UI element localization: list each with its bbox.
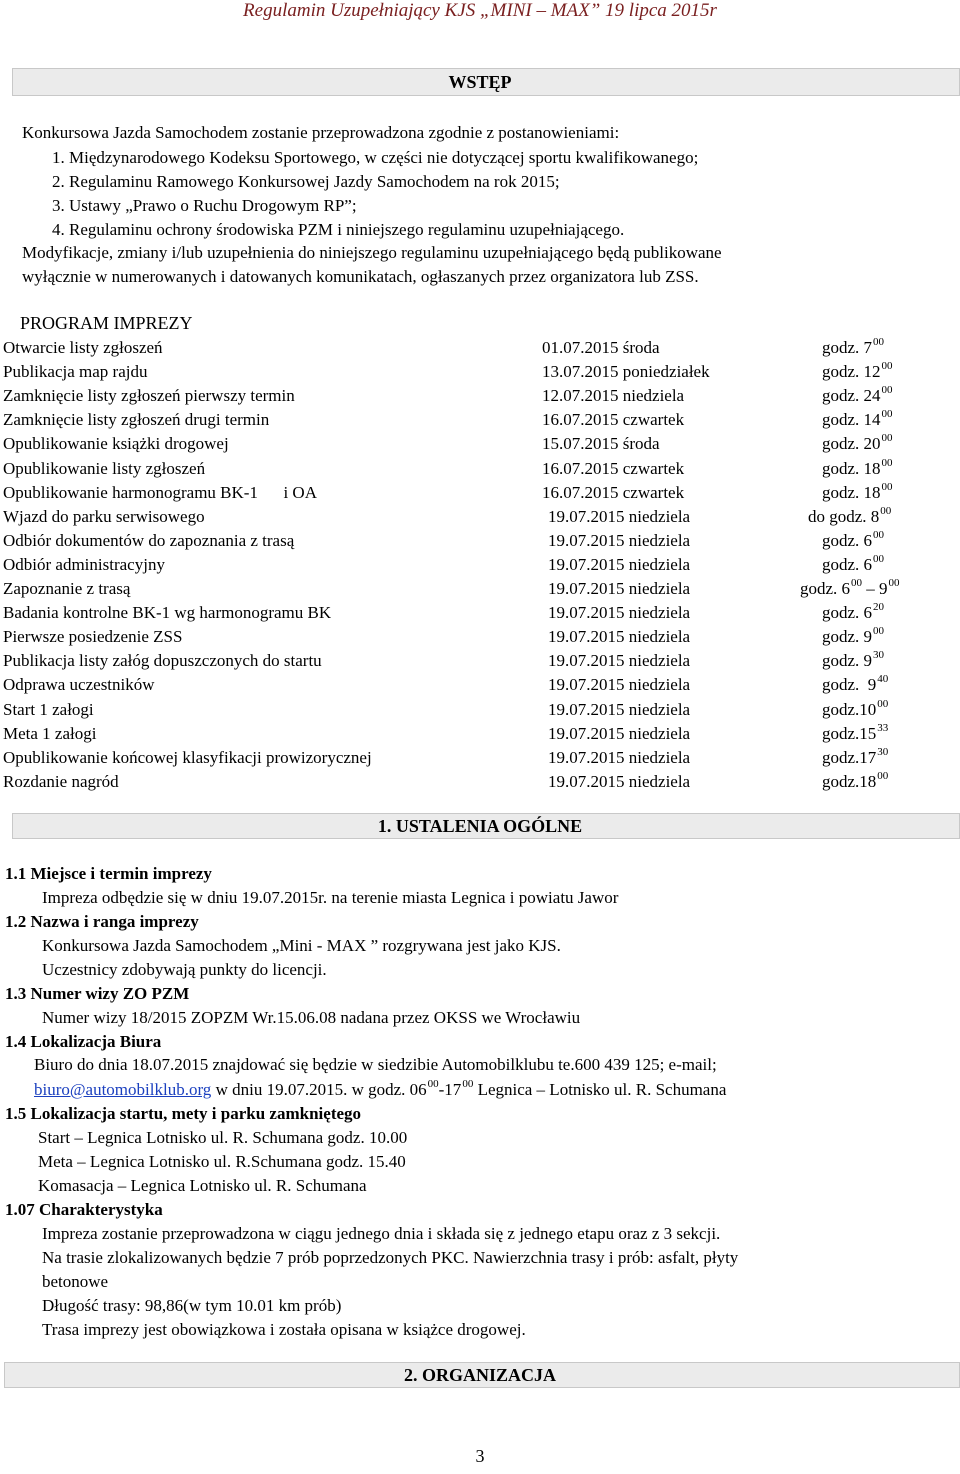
program-time-value: godz.10: [822, 700, 877, 719]
s15-komasacja: Komasacja – Legnica Lotnisko ul. R. Schumana: [38, 1176, 367, 1195]
program-event: Zamknięcie listy zgłoszeń drugi termin: [3, 410, 270, 429]
program-event: Publikacja listy załóg dopuszczonych do startu: [3, 651, 322, 670]
program-time-value: godz. 18: [822, 459, 881, 478]
program-time-end-minutes: 00: [888, 577, 900, 589]
program-time: [822, 772, 888, 792]
program-date: 19.07.2015 niedziela: [548, 772, 691, 791]
program-event: Odbiór dokumentów do zapoznania z trasą: [3, 531, 295, 550]
program-date: 13.07.2015 poniedziałek: [542, 362, 710, 381]
program-event: Odprawa uczestników: [3, 675, 155, 694]
program-date: 19.07.2015 niedziela: [548, 531, 691, 550]
program-time-minutes: 00: [851, 577, 863, 589]
program-title: PROGRAM IMPREZY: [20, 313, 193, 333]
s11-text: Impreza odbędzie się w dniu 19.07.2015r. na terenie miasta Legnica i powiatu Jawor: [42, 888, 619, 907]
s107-text-1: Impreza zostanie przeprowadzona w ciągu jednego dnia i składa się z jednego etapu oraz z 3 sekcji.: [42, 1224, 721, 1243]
s107-text-4: Długość trasy: 98,86(w tym 10.01 km prób): [42, 1296, 342, 1315]
program-time-value: godz. 6: [822, 555, 873, 574]
program-event: Opublikowanie końcowej klasyfikacji prowizorycznej: [3, 748, 372, 767]
program-date: 16.07.2015 czwartek: [542, 410, 685, 429]
s14-text-2a: w dniu 19.07.2015. w godz. 06: [211, 1080, 427, 1099]
program-time-minutes: 30: [873, 649, 885, 661]
program-time-value: godz. 20: [822, 434, 881, 453]
page-number: 3: [475, 1446, 485, 1466]
s14-text-2c: Legnica – Lotnisko ul. R. Schumana: [473, 1080, 727, 1099]
s12-text-1: Konkursowa Jazda Samochodem „Mini - MAX ” rozgrywana jest jako KJS.: [42, 936, 561, 955]
s12-text-2: Uczestnicy zdobywają punkty do licencji.: [42, 960, 327, 979]
program-time-minutes: 00: [881, 432, 893, 444]
program-time-minutes: 00: [881, 384, 893, 396]
program-date: 16.07.2015 czwartek: [542, 483, 685, 502]
program-event: Pierwsze posiedzenie ZSS: [3, 627, 183, 646]
program-time-minutes: 00: [881, 360, 893, 372]
program-time-minutes: 00: [881, 481, 893, 493]
intro-title: WSTĘP: [448, 72, 512, 92]
program-event: Opublikowanie listy zgłoszeń: [3, 459, 206, 478]
s14-text-2: [34, 1080, 726, 1100]
program-event: Zamknięcie listy zgłoszeń pierwszy termin: [3, 386, 295, 405]
program-time-minutes: 40: [877, 673, 889, 685]
s107-heading: 1.07 Charakterystyka: [5, 1200, 163, 1219]
s107-text-5: Trasa imprezy jest obowiązkowa i została opisana w książce drogowej.: [42, 1320, 526, 1339]
program-time-value: godz. 9: [822, 675, 877, 694]
program-time: [822, 386, 893, 406]
program-date: 01.07.2015 środa: [542, 338, 660, 357]
program-time: [822, 362, 893, 382]
program-date: 19.07.2015 niedziela: [548, 724, 691, 743]
program-time-value: godz.17: [822, 748, 877, 767]
intro-item-2: 2. Regulaminu Ramowego Konkursowej Jazdy Samochodem na rok 2015;: [52, 172, 560, 191]
program-time-minutes: 30: [877, 746, 889, 758]
program-time: [822, 748, 888, 768]
program-date: 15.07.2015 środa: [542, 434, 660, 453]
program-event: Publikacja map rajdu: [3, 362, 148, 381]
program-time-value: godz. 12: [822, 362, 881, 381]
program-event: Otwarcie listy zgłoszeń: [3, 338, 163, 357]
s13-text: Numer wizy 18/2015 ZOPZM Wr.15.06.08 nadana przez OKSS we Wrocławiu: [42, 1008, 581, 1027]
program-event: Badania kontrolne BK-1 wg harmonogramu BK: [3, 603, 332, 622]
s14-text-2b: -17: [438, 1080, 462, 1099]
program-time-minutes: 00: [881, 457, 893, 469]
intro-note-line-2: wyłącznie w numerowanych i datowanych komunikatach, ogłaszanych przez organizatora lub ZSS.: [22, 267, 699, 286]
program-time-minutes: 33: [877, 722, 889, 734]
s14-sup-1: 00: [427, 1078, 439, 1090]
program-time-value: godz.15: [822, 724, 877, 743]
program-time: [822, 700, 888, 720]
program-time-minutes: 00: [873, 553, 885, 565]
document-header: Regulamin Uzupełniający KJS „MINI – MAX” 19 lipca 2015r: [243, 0, 717, 21]
program-event: Opublikowanie harmonogramu BK-1 i OA: [3, 483, 317, 502]
program-event: Start 1 załogi: [3, 700, 94, 719]
program-event: Wjazd do parku serwisowego: [3, 507, 205, 526]
program-time: [822, 410, 893, 430]
program-time-value: godz. 6: [800, 579, 851, 598]
email-link[interactable]: biuro@automobilklub.org: [34, 1080, 212, 1099]
program-time-minutes: 00: [873, 529, 885, 541]
program-date: 12.07.2015 niedziela: [542, 386, 685, 405]
program-time-minutes: 00: [873, 625, 885, 637]
s14-text-1: Biuro do dnia 18.07.2015 znajdować się będzie w siedzibie Automobilklubu te.600 439 125; e-mail;: [34, 1055, 717, 1074]
program-time-value: godz.18: [822, 772, 877, 791]
program-time-value: godz. 6: [822, 531, 873, 550]
program-date: 16.07.2015 czwartek: [542, 459, 685, 478]
program-time: [822, 434, 893, 454]
intro-lead: Konkursowa Jazda Samochodem zostanie przeprowadzona zgodnie z postanowieniami:: [22, 123, 620, 142]
program-time: [822, 603, 884, 623]
program-date: 19.07.2015 niedziela: [548, 700, 691, 719]
program-date: 19.07.2015 niedziela: [548, 627, 691, 646]
program-date: 19.07.2015 niedziela: [548, 603, 691, 622]
program-time-minutes: 00: [877, 698, 889, 710]
program-time: [822, 531, 884, 551]
program-time-value: godz. 14: [822, 410, 881, 429]
program-time-minutes: 00: [880, 505, 892, 517]
program-time-value: do godz. 8: [808, 507, 880, 526]
program-event: Meta 1 załogi: [3, 724, 97, 743]
s15-meta: Meta – Legnica Lotnisko ul. R.Schumana godz. 15.40: [38, 1152, 406, 1171]
intro-item-4: 4. Regulaminu ochrony środowiska PZM i niniejszego regulaminu uzupełniającego.: [52, 220, 625, 239]
intro-item-1: 1. Międzynarodowego Kodeksu Sportowego, w części nie dotyczącej sportu kwalifikowanego;: [52, 148, 699, 167]
program-time: [822, 724, 888, 744]
program-time-value: godz. 9: [822, 651, 873, 670]
program-time-value: godz. 9: [822, 627, 873, 646]
section-2-title: 2. ORGANIZACJA: [403, 1365, 556, 1385]
s107-text-3: betonowe: [42, 1272, 109, 1291]
program-time-value: godz. 24: [822, 386, 881, 405]
program-event: Rozdanie nagród: [3, 772, 119, 791]
program-time: [822, 675, 888, 695]
s14-heading: 1.4 Lokalizacja Biura: [5, 1032, 162, 1051]
program-event: Zapoznanie z trasą: [3, 579, 131, 598]
s13-heading: 1.3 Numer wizy ZO PZM: [5, 984, 190, 1003]
intro-note-line-1: Modyfikacje, zmiany i/lub uzupełnienia do niniejszego regulaminu uzupełniającego będą publikowane: [22, 243, 722, 262]
section-1-title: 1. USTALENIA OGÓLNE: [377, 816, 583, 836]
program-time-minutes: 00: [877, 770, 889, 782]
program-time: [822, 555, 884, 575]
program-time: [822, 651, 884, 671]
program-date: 19.07.2015 niedziela: [548, 675, 691, 694]
program-date: 19.07.2015 niedziela: [548, 748, 691, 767]
program-time-minutes: 20: [873, 601, 885, 613]
program-time-value: godz. 7: [822, 338, 873, 357]
program-time-minutes: 00: [873, 336, 885, 348]
program-date: 19.07.2015 niedziela: [548, 579, 691, 598]
program-event: Odbiór administracyjny: [3, 555, 165, 574]
s15-heading: 1.5 Lokalizacja startu, mety i parku zamkniętego: [5, 1104, 362, 1123]
program-date: 19.07.2015 niedziela: [548, 651, 691, 670]
program-time: [822, 459, 893, 479]
program-time: [808, 507, 891, 527]
s107-text-2: Na trasie zlokalizowanych będzie 7 prób poprzedzonych PKC. Nawierzchnia trasy i prób: asfalt, płyty: [42, 1248, 739, 1267]
program-time-minutes: 00: [881, 408, 893, 420]
program-time: [822, 627, 884, 647]
program-time-end: – 9: [862, 579, 888, 598]
intro-item-3: 3. Ustawy „Prawo o Ruchu Drogowym RP”;: [52, 196, 357, 215]
program-time-value: godz. 6: [822, 603, 873, 622]
program-time: [800, 579, 900, 599]
program-event: Opublikowanie książki drogowej: [3, 434, 229, 453]
program-date: 19.07.2015 niedziela: [548, 507, 691, 526]
s15-start: Start – Legnica Lotnisko ul. R. Schumana godz. 10.00: [38, 1128, 408, 1147]
s11-heading: 1.1 Miejsce i termin imprezy: [5, 864, 212, 883]
program-time: [822, 338, 884, 358]
s14-sup-2: 00: [462, 1078, 474, 1090]
program-time: [822, 483, 893, 503]
s12-heading: 1.2 Nazwa i ranga imprezy: [5, 912, 199, 931]
program-time-value: godz. 18: [822, 483, 881, 502]
program-date: 19.07.2015 niedziela: [548, 555, 691, 574]
